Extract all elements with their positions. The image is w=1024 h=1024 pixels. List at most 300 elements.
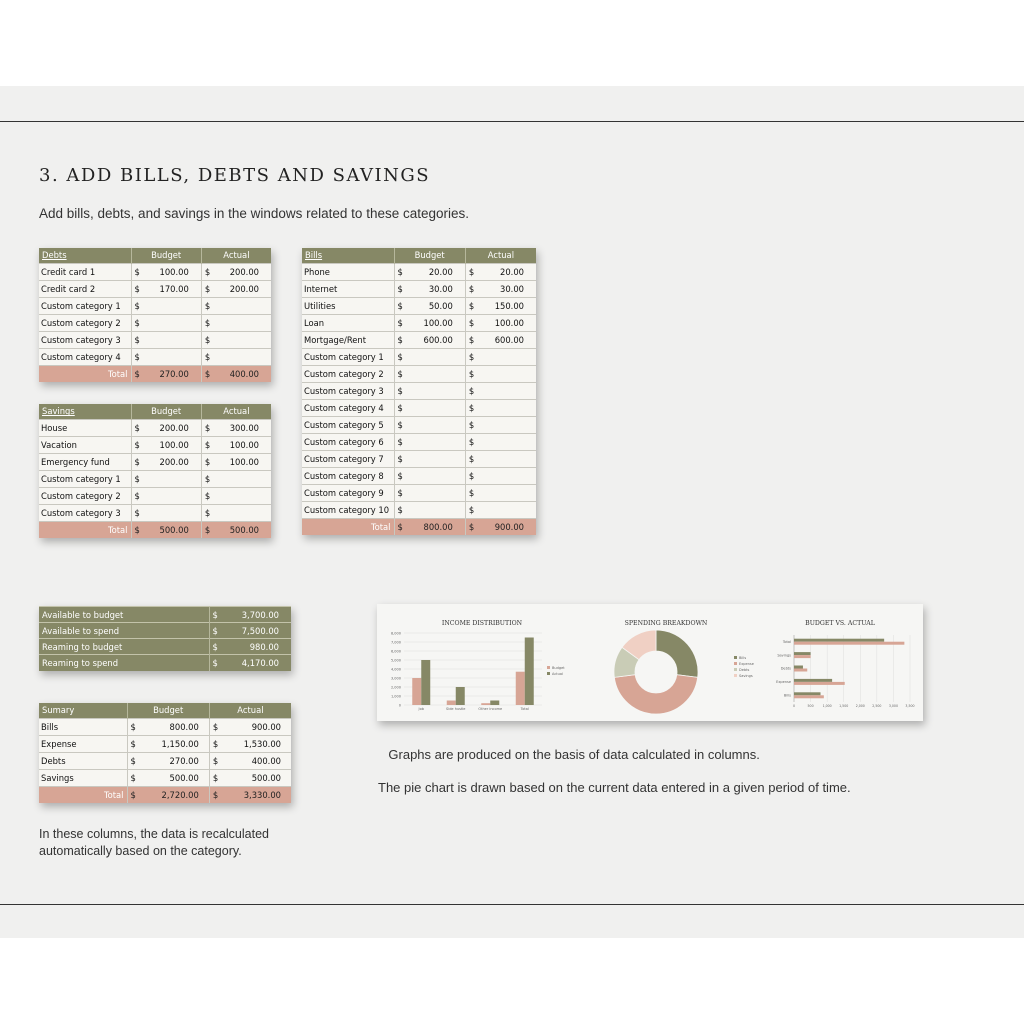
actual-cell[interactable]: 100.00 (213, 453, 271, 470)
y-tick-label: 1,000 (390, 694, 401, 699)
actual-cell[interactable]: 200.00 (213, 280, 271, 297)
currency-symbol: $ (201, 263, 213, 280)
currency-symbol: $ (465, 450, 477, 467)
table-row (302, 297, 536, 314)
available-table (39, 606, 291, 671)
hbar-actual (794, 669, 807, 672)
total-row (39, 521, 271, 538)
currency-symbol: $ (394, 365, 406, 382)
currency-symbol: $ (131, 314, 143, 331)
currency-symbol: $ (201, 436, 213, 453)
table-row (302, 331, 536, 348)
currency-symbol: $ (201, 314, 213, 331)
savings-table (39, 404, 271, 538)
actual-cell[interactable]: 100.00 (477, 314, 536, 331)
total-row (302, 518, 536, 535)
available-row (39, 623, 291, 639)
table-row (302, 263, 536, 280)
total-label: Total (39, 365, 131, 382)
budget-cell[interactable] (143, 348, 201, 365)
note-pie: The pie chart is drawn based on the current data entered in a given period of time. (378, 780, 851, 795)
table-row (302, 280, 536, 297)
y-tick-label: Savings (777, 653, 791, 658)
actual-cell[interactable]: 500.00 (221, 769, 291, 786)
row-category[interactable]: House (39, 419, 131, 436)
budget-cell[interactable] (143, 487, 201, 504)
charts-panel (377, 604, 923, 721)
currency-symbol: $ (394, 450, 406, 467)
legend-label: Budget (552, 666, 565, 670)
legend-swatch (734, 674, 737, 677)
legend-swatch (734, 662, 737, 665)
currency-symbol: $ (394, 280, 406, 297)
table-row (302, 467, 536, 484)
currency-symbol: $ (394, 263, 406, 280)
currency-symbol: $ (131, 348, 143, 365)
charts-svg (377, 604, 923, 721)
total-label: Total (39, 521, 131, 538)
currency-symbol: $ (131, 331, 143, 348)
row-category[interactable]: Custom category 3 (39, 331, 131, 348)
actual-cell[interactable] (213, 504, 271, 521)
row-category[interactable]: Custom category 10 (302, 501, 394, 518)
actual-cell[interactable] (477, 484, 536, 501)
currency-symbol: $ (201, 521, 213, 538)
table-row (39, 314, 271, 331)
actual-cell[interactable] (213, 470, 271, 487)
income-chart-title: INCOME DISTRIBUTION (441, 620, 523, 627)
currency-symbol: $ (209, 786, 221, 803)
total-row (39, 786, 291, 803)
total-row (39, 365, 271, 382)
currency-symbol: $ (201, 504, 213, 521)
summary-table (39, 703, 291, 803)
row-category[interactable]: Debts (39, 752, 127, 769)
currency-symbol: $ (465, 314, 477, 331)
currency-symbol: $ (131, 419, 143, 436)
budget-cell[interactable] (406, 467, 465, 484)
table-row (302, 365, 536, 382)
table-row (302, 484, 536, 501)
total-budget: 500.00 (143, 521, 201, 538)
table-row (39, 348, 271, 365)
donut-slice (614, 675, 697, 714)
currency-symbol: $ (465, 280, 477, 297)
actual-cell[interactable]: 100.00 (213, 436, 271, 453)
budget-cell[interactable] (143, 470, 201, 487)
y-tick-label: 5,000 (390, 658, 401, 663)
x-tick-label: 2,000 (855, 704, 865, 708)
table-row (39, 504, 271, 521)
savings-header[interactable]: Savings (39, 404, 131, 419)
actual-cell[interactable]: 30.00 (477, 280, 536, 297)
available-row (39, 607, 291, 623)
row-category[interactable]: Credit card 2 (39, 280, 131, 297)
legend-swatch (734, 656, 737, 659)
x-tick-label: Total (520, 707, 529, 711)
currency-symbol: $ (127, 769, 139, 786)
budget-cell[interactable]: 200.00 (143, 419, 201, 436)
row-category[interactable]: Custom category 4 (39, 348, 131, 365)
table-row (39, 263, 271, 280)
actual-cell[interactable] (477, 382, 536, 399)
currency-symbol: $ (209, 735, 221, 752)
row-category[interactable]: Custom category 4 (302, 399, 394, 416)
available-value: 4,170.00 (221, 655, 291, 671)
currency-symbol: $ (131, 453, 143, 470)
currency-symbol: $ (209, 718, 221, 735)
bills-budget-header: Budget (394, 248, 465, 263)
hbar-actual (794, 695, 824, 698)
currency-symbol: $ (131, 280, 143, 297)
currency-symbol: $ (394, 399, 406, 416)
table-row (302, 501, 536, 518)
hbar-budget (794, 692, 821, 695)
budget-cell[interactable]: 100.00 (406, 314, 465, 331)
row-category[interactable]: Custom category 1 (302, 348, 394, 365)
row-category[interactable]: Internet (302, 280, 394, 297)
bills-actual-header: Actual (465, 248, 536, 263)
savings-actual-header: Actual (201, 404, 271, 419)
currency-symbol: $ (209, 752, 221, 769)
summary-header: Sumary (39, 703, 127, 718)
total-label: Total (302, 518, 394, 535)
budget-cell[interactable]: 30.00 (406, 280, 465, 297)
bar-budget (516, 672, 525, 705)
currency-symbol: $ (394, 297, 406, 314)
budget-cell[interactable] (406, 433, 465, 450)
currency-symbol: $ (465, 348, 477, 365)
bar-actual (490, 701, 499, 706)
summary-budget-header: Budget (127, 703, 209, 718)
row-category[interactable]: Emergency fund (39, 453, 131, 470)
budget-cell[interactable]: 270.00 (139, 752, 209, 769)
debts-budget-header: Budget (131, 248, 201, 263)
currency-symbol: $ (465, 297, 477, 314)
row-category[interactable]: Savings (39, 769, 127, 786)
currency-symbol: $ (131, 297, 143, 314)
currency-symbol: $ (131, 436, 143, 453)
total-budget: 2,720.00 (139, 786, 209, 803)
currency-symbol: $ (465, 433, 477, 450)
table-row (39, 718, 291, 735)
actual-cell[interactable]: 400.00 (221, 752, 291, 769)
row-category[interactable]: Phone (302, 263, 394, 280)
actual-cell[interactable] (213, 314, 271, 331)
y-tick-label: 6,000 (390, 649, 401, 654)
bottom-divider (0, 904, 1024, 905)
table-row (39, 280, 271, 297)
currency-symbol: $ (394, 484, 406, 501)
available-label: Available to budget (39, 607, 209, 623)
currency-symbol: $ (201, 365, 213, 382)
row-category[interactable]: Custom category 6 (302, 433, 394, 450)
x-tick-label: 0 (792, 704, 796, 708)
x-tick-label: 1,000 (822, 704, 832, 708)
summary-actual-header: Actual (209, 703, 291, 718)
x-tick-label: Other income (478, 707, 503, 711)
budget-cell[interactable] (406, 399, 465, 416)
available-row (39, 655, 291, 671)
note-graphs: Graphs are produced on the basis of data calculated in columns. (378, 747, 760, 762)
row-category[interactable]: Custom category 3 (302, 382, 394, 399)
currency-symbol: $ (201, 280, 213, 297)
row-category[interactable]: Vacation (39, 436, 131, 453)
hbar-actual (794, 682, 845, 685)
currency-symbol: $ (394, 331, 406, 348)
actual-cell[interactable]: 600.00 (477, 331, 536, 348)
budget-cell[interactable] (406, 450, 465, 467)
note-columns: In these columns, the data is recalculated automatically based on the category. (39, 827, 269, 858)
currency-symbol: $ (201, 453, 213, 470)
table-row (302, 433, 536, 450)
bar-budget (481, 703, 490, 705)
debts-actual-header: Actual (201, 248, 271, 263)
row-category[interactable]: Custom category 2 (39, 314, 131, 331)
row-category[interactable]: Mortgage/Rent (302, 331, 394, 348)
actual-cell[interactable] (477, 416, 536, 433)
budget-cell[interactable]: 20.00 (406, 263, 465, 280)
budget-cell[interactable] (406, 501, 465, 518)
x-tick-label: 1,500 (839, 704, 849, 708)
currency-symbol: $ (201, 419, 213, 436)
currency-symbol: $ (209, 655, 221, 671)
section-subheading: Add bills, debts, and savings in the windows related to these categories. (39, 206, 470, 221)
actual-cell[interactable] (477, 433, 536, 450)
y-tick-label: 0 (398, 703, 401, 708)
actual-cell[interactable] (213, 331, 271, 348)
table-row (302, 314, 536, 331)
total-budget: 800.00 (406, 518, 465, 535)
row-category[interactable]: Custom category 7 (302, 450, 394, 467)
row-category[interactable]: Expense (39, 735, 127, 752)
row-category[interactable]: Custom category 8 (302, 467, 394, 484)
currency-symbol: $ (127, 752, 139, 769)
currency-symbol: $ (201, 331, 213, 348)
x-tick-label: 3,000 (888, 704, 898, 708)
currency-symbol: $ (209, 607, 221, 623)
y-tick-label: Debts (780, 666, 791, 671)
table-row (39, 297, 271, 314)
table-row (302, 399, 536, 416)
currency-symbol: $ (209, 623, 221, 639)
actual-cell[interactable] (213, 297, 271, 314)
budget-cell[interactable] (143, 314, 201, 331)
currency-symbol: $ (131, 365, 143, 382)
available-value: 3,700.00 (221, 607, 291, 623)
actual-cell[interactable] (477, 348, 536, 365)
y-tick-label: 4,000 (390, 667, 401, 672)
total-label: Total (39, 786, 127, 803)
currency-symbol: $ (131, 504, 143, 521)
bills-header[interactable]: Bills (302, 248, 394, 263)
budget-cell[interactable]: 50.00 (406, 297, 465, 314)
section-heading: 3. ADD BILLS, DEBTS AND SAVINGS (39, 165, 431, 186)
currency-symbol: $ (465, 331, 477, 348)
table-row (39, 735, 291, 752)
row-category[interactable]: Custom category 5 (302, 416, 394, 433)
budget-cell[interactable]: 200.00 (143, 453, 201, 470)
x-tick-label: 500 (807, 704, 814, 708)
currency-symbol: $ (394, 416, 406, 433)
y-tick-label: Expense (776, 680, 791, 685)
bills-table (302, 248, 536, 535)
currency-symbol: $ (394, 518, 406, 535)
hbar-budget (794, 639, 884, 642)
table-row (39, 331, 271, 348)
y-tick-label: 3,000 (390, 676, 401, 681)
actual-cell[interactable]: 200.00 (213, 263, 271, 280)
budget-cell[interactable]: 500.00 (139, 769, 209, 786)
currency-symbol: $ (465, 518, 477, 535)
x-tick-label: Side hustle (446, 707, 466, 711)
row-category[interactable]: Loan (302, 314, 394, 331)
donut-slice (656, 630, 698, 677)
savings-budget-header: Budget (131, 404, 201, 419)
available-label: Reaming to budget (39, 639, 209, 655)
available-label: Reaming to spend (39, 655, 209, 671)
legend-label: Debts (739, 668, 750, 672)
budget-cell[interactable] (406, 416, 465, 433)
bar-actual (525, 638, 534, 706)
currency-symbol: $ (201, 297, 213, 314)
currency-symbol: $ (394, 433, 406, 450)
currency-symbol: $ (201, 470, 213, 487)
currency-symbol: $ (465, 467, 477, 484)
budget-cell[interactable]: 800.00 (139, 718, 209, 735)
actual-cell[interactable] (477, 450, 536, 467)
bar-budget (412, 678, 421, 705)
currency-symbol: $ (131, 470, 143, 487)
actual-cell[interactable]: 150.00 (477, 297, 536, 314)
hbar-budget (794, 652, 811, 655)
currency-symbol: $ (131, 487, 143, 504)
currency-symbol: $ (127, 735, 139, 752)
row-category[interactable]: Custom category 1 (39, 297, 131, 314)
currency-symbol: $ (209, 639, 221, 655)
budget-cell[interactable] (143, 504, 201, 521)
bar-actual (456, 687, 465, 705)
budget-cell[interactable] (406, 382, 465, 399)
row-category[interactable]: Custom category 1 (39, 470, 131, 487)
total-actual: 3,330.00 (221, 786, 291, 803)
hbar-budget (794, 666, 803, 669)
table-row (39, 769, 291, 786)
currency-symbol: $ (131, 521, 143, 538)
table-row (39, 453, 271, 470)
currency-symbol: $ (127, 718, 139, 735)
hbar-actual (794, 655, 811, 658)
legend-label: Bills (739, 656, 747, 660)
actual-cell[interactable] (477, 467, 536, 484)
currency-symbol: $ (394, 314, 406, 331)
budget-cell[interactable] (143, 331, 201, 348)
budget-cell[interactable] (406, 348, 465, 365)
budget-cell[interactable]: 600.00 (406, 331, 465, 348)
actual-cell[interactable] (477, 501, 536, 518)
currency-symbol: $ (394, 467, 406, 484)
currency-symbol: $ (201, 487, 213, 504)
row-category[interactable]: Custom category 9 (302, 484, 394, 501)
currency-symbol: $ (201, 348, 213, 365)
budget-cell[interactable]: 1,150.00 (139, 735, 209, 752)
table-row (39, 470, 271, 487)
table-row (302, 450, 536, 467)
y-tick-label: 8,000 (390, 631, 401, 636)
row-category[interactable]: Credit card 1 (39, 263, 131, 280)
currency-symbol: $ (209, 769, 221, 786)
x-tick-label: 2,500 (872, 704, 882, 708)
actual-cell[interactable] (477, 399, 536, 416)
budget-cell[interactable]: 100.00 (143, 263, 201, 280)
budget-chart-title: BUDGET VS. ACTUAL (805, 620, 875, 627)
legend-swatch (547, 666, 550, 669)
y-tick-label: 7,000 (390, 640, 401, 645)
actual-cell[interactable]: 20.00 (477, 263, 536, 280)
total-budget: 270.00 (143, 365, 201, 382)
actual-cell[interactable]: 900.00 (221, 718, 291, 735)
actual-cell[interactable] (213, 487, 271, 504)
available-label: Available to spend (39, 623, 209, 639)
spending-chart-title: SPENDING BREAKDOWN (624, 620, 708, 627)
currency-symbol: $ (394, 348, 406, 365)
table-row (39, 419, 271, 436)
available-row (39, 639, 291, 655)
hbar-budget (794, 679, 832, 682)
actual-cell[interactable] (213, 348, 271, 365)
currency-symbol: $ (465, 399, 477, 416)
legend-label: Expense (739, 662, 754, 666)
currency-symbol: $ (465, 416, 477, 433)
total-actual: 400.00 (213, 365, 271, 382)
row-category[interactable]: Utilities (302, 297, 394, 314)
budget-cell[interactable] (406, 484, 465, 501)
debts-table (39, 248, 271, 382)
budget-cell[interactable] (406, 365, 465, 382)
table-row (39, 436, 271, 453)
bar-actual (421, 660, 430, 705)
budget-cell[interactable]: 170.00 (143, 280, 201, 297)
legend-label: Savings (739, 674, 753, 678)
row-category[interactable]: Custom category 2 (39, 487, 131, 504)
table-row (302, 382, 536, 399)
currency-symbol: $ (131, 263, 143, 280)
budget-cell[interactable] (143, 297, 201, 314)
table-row (39, 487, 271, 504)
legend-swatch (734, 668, 737, 671)
y-tick-label: Bills (783, 693, 791, 698)
table-row (302, 348, 536, 365)
currency-symbol: $ (127, 786, 139, 803)
currency-symbol: $ (465, 501, 477, 518)
available-value: 980.00 (221, 639, 291, 655)
actual-cell[interactable] (477, 365, 536, 382)
actual-cell[interactable]: 1,530.00 (221, 735, 291, 752)
table-row (302, 416, 536, 433)
row-category[interactable]: Custom category 2 (302, 365, 394, 382)
currency-symbol: $ (465, 382, 477, 399)
debts-header[interactable]: Debts (39, 248, 131, 263)
y-tick-label: Total (782, 639, 791, 644)
actual-cell[interactable]: 300.00 (213, 419, 271, 436)
row-category[interactable]: Bills (39, 718, 127, 735)
currency-symbol: $ (465, 263, 477, 280)
x-tick-label: Job (418, 707, 424, 711)
budget-cell[interactable]: 100.00 (143, 436, 201, 453)
currency-symbol: $ (465, 484, 477, 501)
row-category[interactable]: Custom category 3 (39, 504, 131, 521)
available-value: 7,500.00 (221, 623, 291, 639)
